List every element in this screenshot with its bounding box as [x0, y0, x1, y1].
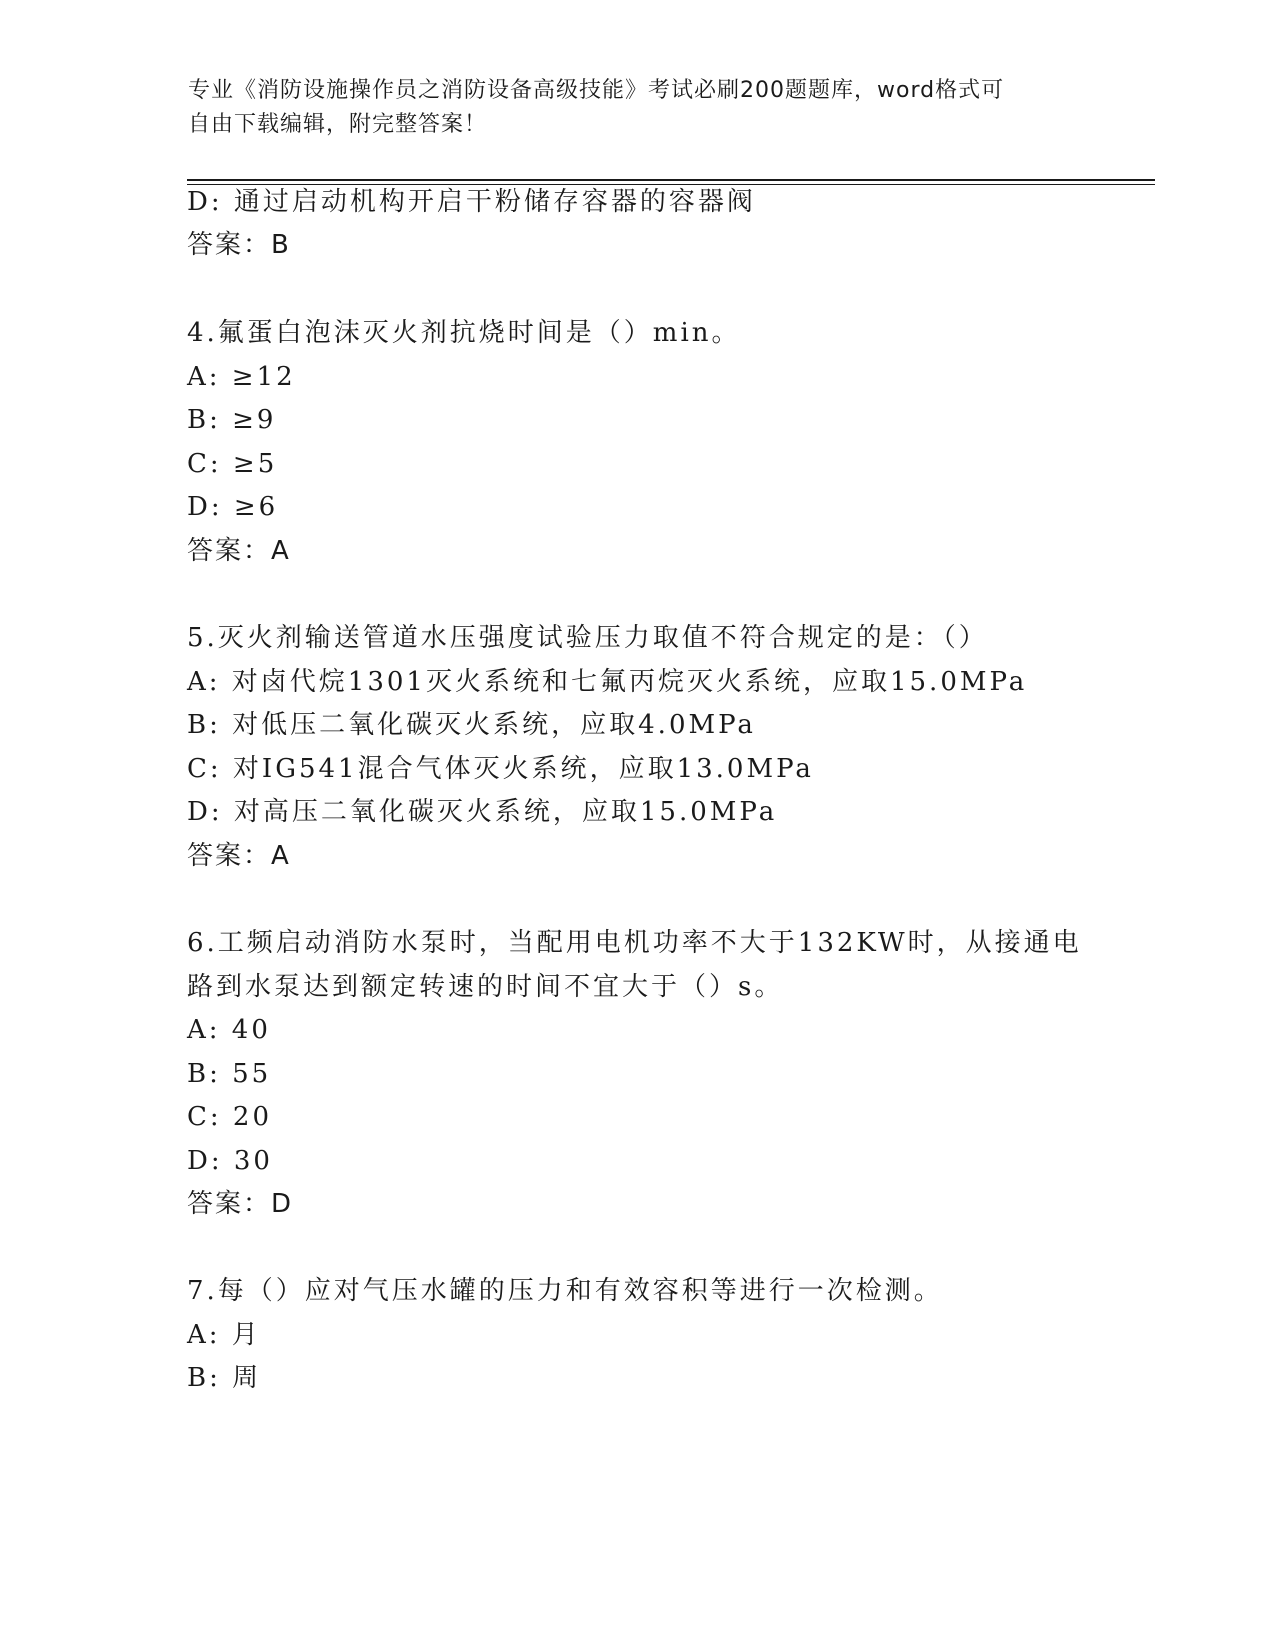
q5-question: 5.灭火剂输送管道水压强度试验压力取值不符合规定的是：（）	[187, 623, 988, 653]
q7-option-a: A: 月	[187, 1320, 261, 1350]
q4-option-d: D: ≥6	[187, 492, 279, 522]
q4-option-b: B: ≥9	[187, 405, 277, 435]
q5-option-c: C: 对IG541混合气体灭火系统，应取13.0MPa	[187, 754, 814, 784]
q6-option-a: A: 40	[187, 1015, 271, 1045]
q5-option-d: D: 对高压二氧化碳灭火系统，应取15.0MPa	[187, 797, 778, 827]
document-header	[188, 74, 1068, 142]
q3-option-d: D: 通过启动机构开启干粉储存容器的容器阀	[187, 187, 756, 217]
header-divider-thick	[187, 179, 1155, 181]
q6-option-d: D: 30	[187, 1146, 273, 1176]
q6-option-b: B: 55	[187, 1059, 272, 1089]
q7-option-b: B: 周	[187, 1363, 262, 1393]
q5-option-a: A: 对卤代烷1301灭火系统和七氟丙烷灭火系统，应取15.0MPa	[187, 667, 1028, 697]
q6-question-line-1: 6.工频启动消防水泵时，当配用电机功率不大于132KW时，从接通电	[187, 928, 1082, 958]
q4-option-a: A: ≥12	[187, 362, 296, 392]
q5-option-b: B: 对低压二氧化碳灭火系统，应取4.0MPa	[187, 710, 756, 740]
q4-option-c: C: ≥5	[187, 449, 278, 479]
q6-answer: 答案：D	[187, 1189, 294, 1219]
q5-answer: 答案：A	[187, 841, 291, 871]
header-line-1: 专业《消防设施操作员之消防设备高级技能》考试必刷200题题库，word格式可	[188, 78, 1005, 103]
header-line-2: 自由下载编辑，附完整答案！	[188, 112, 488, 137]
q3-answer: 答案：B	[187, 230, 291, 260]
q7-question: 7.每（）应对气压水罐的压力和有效容积等进行一次检测。	[187, 1276, 943, 1306]
q4-answer: 答案：A	[187, 536, 291, 566]
q6-question-line-2: 路到水泵达到额定转速的时间不宜大于（）s。	[187, 972, 784, 1002]
q4-question: 4.氟蛋白泡沫灭火剂抗烧时间是（）min。	[187, 318, 741, 348]
q6-option-c: C: 20	[187, 1102, 273, 1132]
